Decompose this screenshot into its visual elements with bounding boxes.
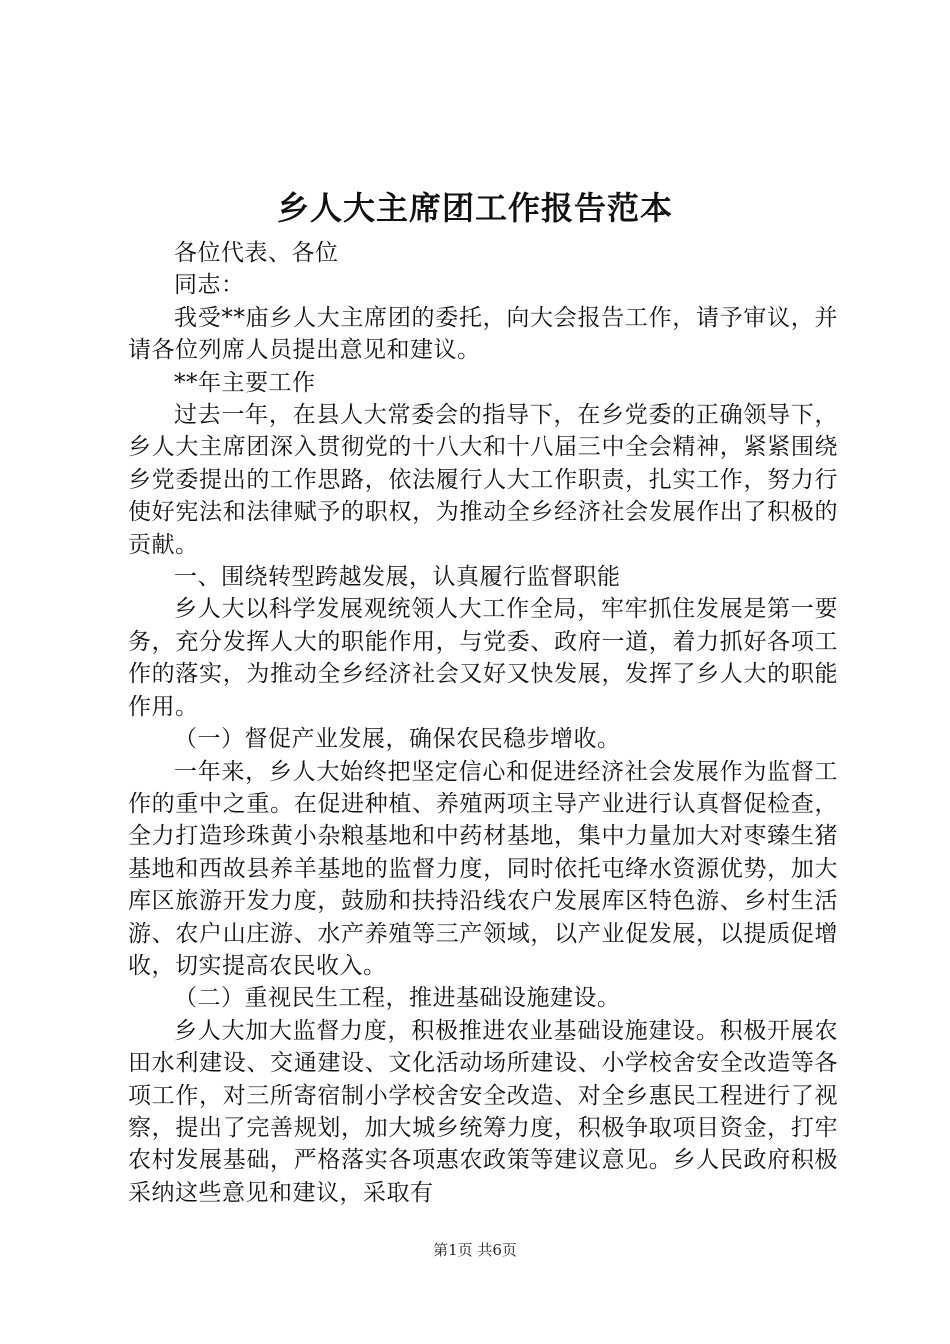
section-heading-main-work: **年主要工作 (174, 369, 316, 396)
paragraph-salutation-2: 同志： (174, 272, 245, 299)
document-body (128, 237, 838, 1209)
subsection-heading-1: （一）督促产业发展，确保农民稳步增收。 (174, 726, 621, 753)
section-heading-1: 一、围绕转型跨越发展，认真履行监督职能 (174, 564, 621, 591)
paragraph-subsection-2: 乡人大加大监督力度，积极推进农业基础设施建设。积极开展农田水利建设、交通建设、文化活动场所建设、小学校舍安全改造等各项工作，对三所寄宿制小学校舍安全改造、对全乡惠民工程进行了视察，提出了完善规划，加大城乡统筹力度，积极争取项目资金，打牢农村发展基础，严格落实各项惠农政策等建议意见。乡人民政府积极采纳这些意见和建议，采取有 (128, 1017, 838, 1206)
paragraph-overview: 过去一年，在县人大常委会的指导下，在乡党委的正确领导下，乡人大主席团深入贯彻党的十八大和十八届三中全会精神，紧紧围绕乡党委提出的工作思路，依法履行人大工作职责，扎实工作，努力行使好宪法和法律赋予的职权，为推动全乡经济社会发展作出了积极的贡献。 (128, 402, 838, 558)
paragraph-intro: 我受**庙乡人大主席团的委托，向大会报告工作，请予审议，并请各位列席人员提出意见和建议。 (128, 304, 838, 364)
subsection-heading-2: （二）重视民生工程，推进基础设施建设。 (174, 985, 621, 1012)
paragraph-salutation-1: 各位代表、各位 (174, 240, 339, 266)
paragraph-subsection-1: 一年来，乡人大始终把坚定信心和促进经济社会发展作为监督工作的重中之重。在促进种植、养殖两项主导产业进行认真督促检查，全力打造珍珠黄小杂粮基地和中药材基地，集中力量加大对枣臻生猪基地和西故县养羊基地的监督力度，同时依托屯绛水资源优势，加大库区旅游开发力度，鼓励和扶持沿线农户发展库区特色游、乡村生活游、农户山庄游、水产养殖等三产领域，以产业促发展，以提质促增收，切实提高农民收入。 (128, 758, 838, 979)
paragraph-section-1: 乡人大以科学发展观统领人大工作全局，牢牢抓住发展是第一要务，充分发挥人大的职能作用，与党委、政府一道，着力抓好各项工作的落实，为推动全乡经济社会又好又快发展，发挥了乡人大的职能作用。 (128, 596, 838, 720)
page-number-footer: 第1页 共6页 (433, 1241, 517, 1259)
document-title: 乡人大主席团工作报告范本 (276, 189, 673, 227)
